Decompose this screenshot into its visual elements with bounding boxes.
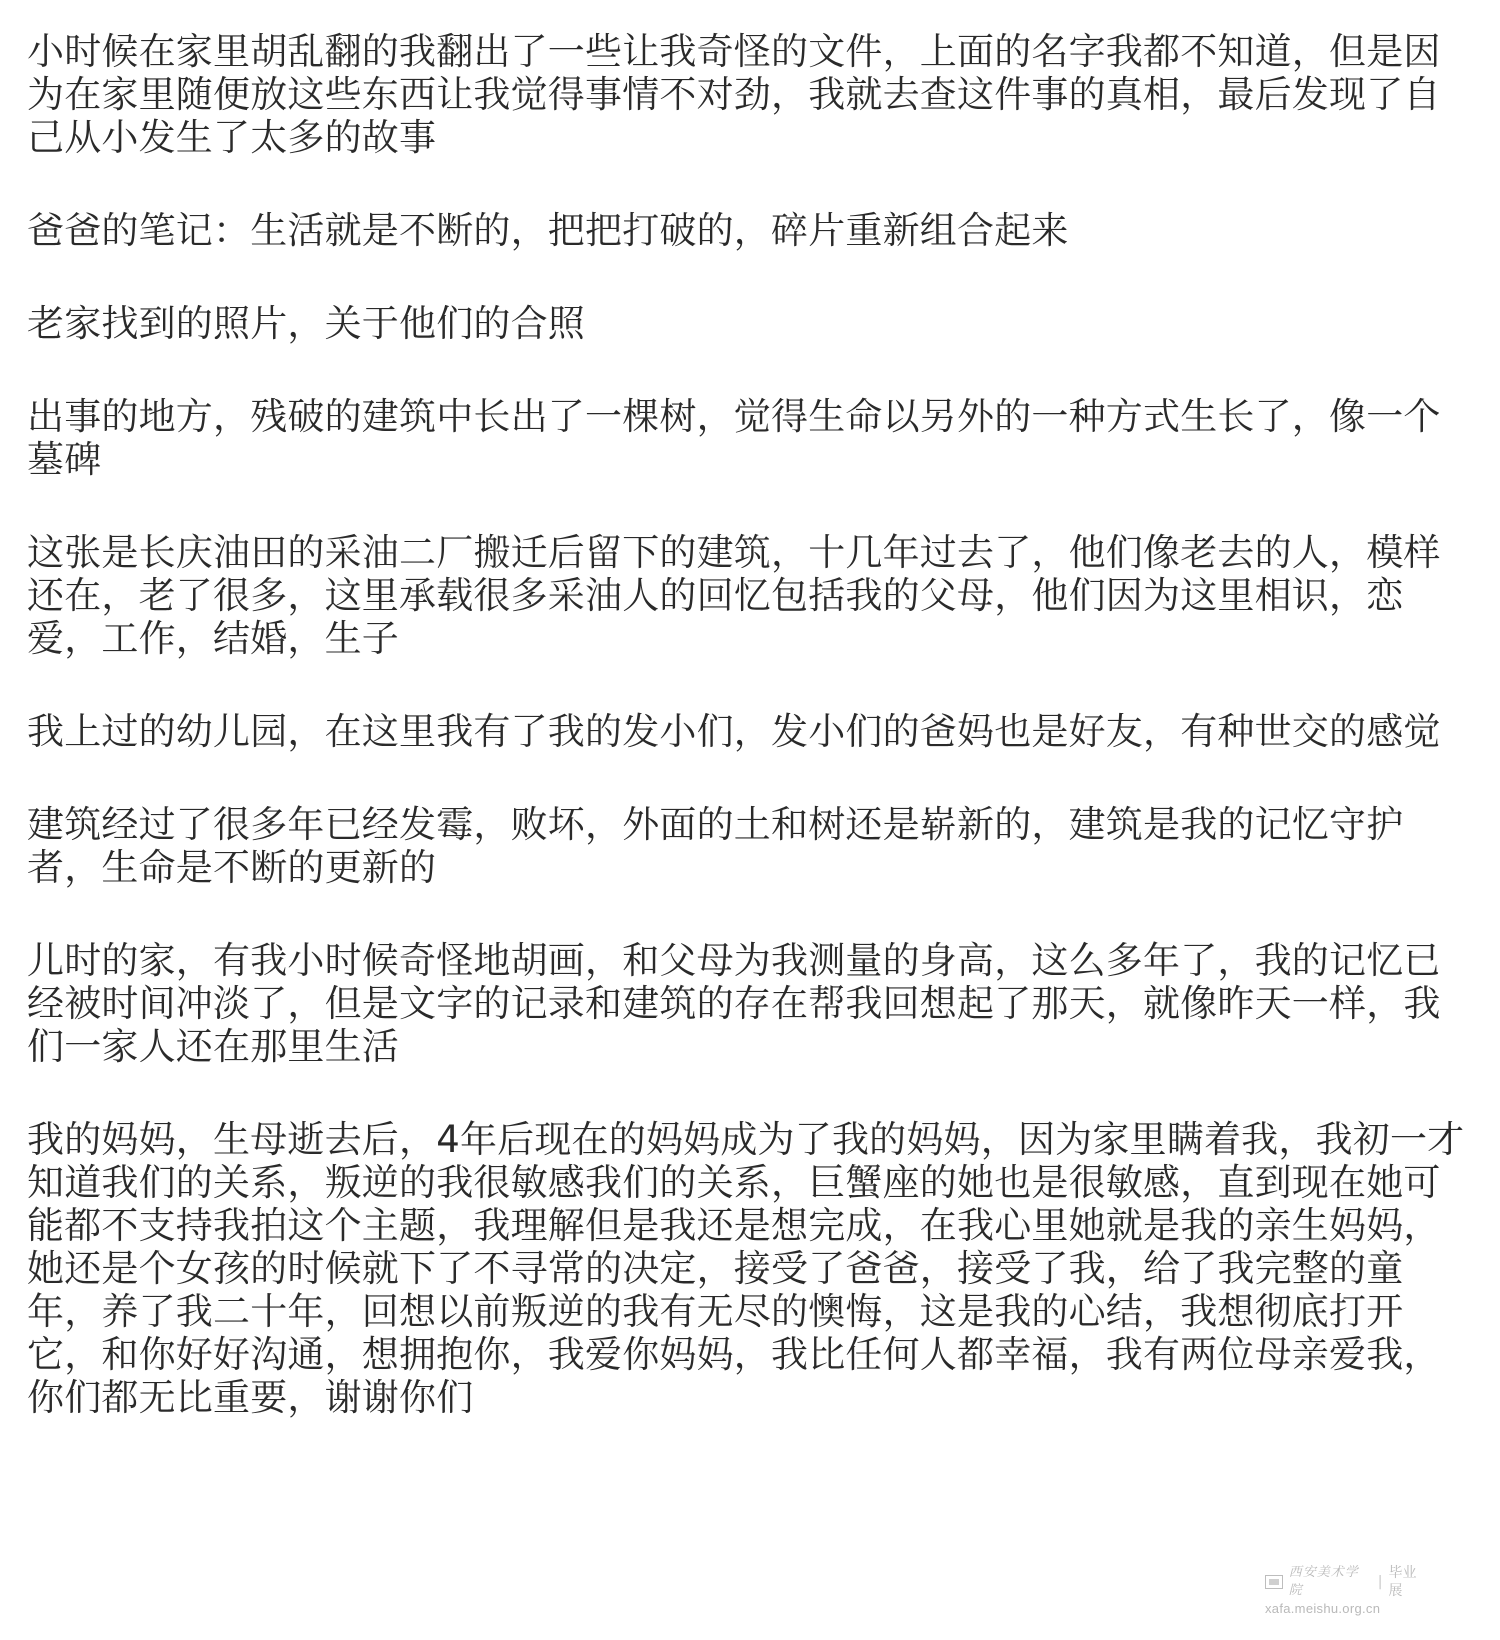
document-body bbox=[27, 30, 1467, 1419]
paragraph-5: 这张是长庆油田的采油二厂搬迁后留下的建筑，十几年过去了，他们像老去的人，模样还在，老了很多，这里承载很多采油人的回忆包括我的父母，他们因为这里相识，恋爱，工作，结婚，生子 bbox=[27, 531, 1441, 660]
paragraph-8: 儿时的家，有我小时候奇怪地胡画，和父母为我测量的身高，这么多年了，我的记忆已经被时间冲淡了，但是文字的记录和建筑的存在帮我回想起了那天，就像昨天一样，我们一家人还在那里生活 bbox=[27, 939, 1441, 1068]
watermark bbox=[1265, 1564, 1430, 1616]
watermark-label: 毕业展 bbox=[1388, 1565, 1417, 1599]
paragraph-7: 建筑经过了很多年已经发霉，败坏，外面的土和树还是崭新的，建筑是我的记忆守护者，生命是不断的更新的 bbox=[27, 803, 1404, 889]
watermark-school: 西安美术学院 bbox=[1288, 1565, 1359, 1598]
school-logo-icon bbox=[1265, 1575, 1283, 1589]
paragraph-6: 我上过的幼儿园，在这里我有了我的发小们，发小们的爸妈也是好友，有种世交的感觉 bbox=[27, 710, 1441, 753]
watermark-url: xafa.meishu.org.cn bbox=[1265, 1601, 1381, 1616]
paragraph-9: 我的妈妈，生母逝去后，4年后现在的妈妈成为了我的妈妈，因为家里瞒着我，我初一才知道我们的关系，叛逆的我很敏感我们的关系，巨蟹座的她也是很敏感，直到现在她可能都不支持我拍这个主题，我理解但是我还是想完成，在我心里她就是我的亲生妈妈，她还是个女孩的时候就下了不寻常的决定，接受了爸爸，接受了我，给了我完整的童年，养了我二十年，回想以前叛逆的我有无尽的懊悔，这是我的心结，我想彻底打开它，和你好好沟通，想拥抱你，我爱你妈妈，我比任何人都幸福，我有两位母亲爱我，你们都无比重要，谢谢你们 bbox=[27, 1118, 1465, 1419]
watermark-header bbox=[1265, 1564, 1430, 1600]
watermark-separator: | bbox=[1377, 1574, 1383, 1590]
paragraph-2: 爸爸的笔记：生活就是不断的，把把打破的，碎片重新组合起来 bbox=[27, 209, 1069, 252]
paragraph-1: 小时候在家里胡乱翻的我翻出了一些让我奇怪的文件，上面的名字我都不知道，但是因为在家里随便放这些东西让我觉得事情不对劲，我就去查这件事的真相，最后发现了自己从小发生了太多的故事 bbox=[27, 30, 1441, 159]
paragraph-3: 老家找到的照片，关于他们的合照 bbox=[27, 302, 585, 345]
paragraph-4: 出事的地方，残破的建筑中长出了一棵树，觉得生命以另外的一种方式生长了，像一个墓碑 bbox=[27, 395, 1441, 481]
